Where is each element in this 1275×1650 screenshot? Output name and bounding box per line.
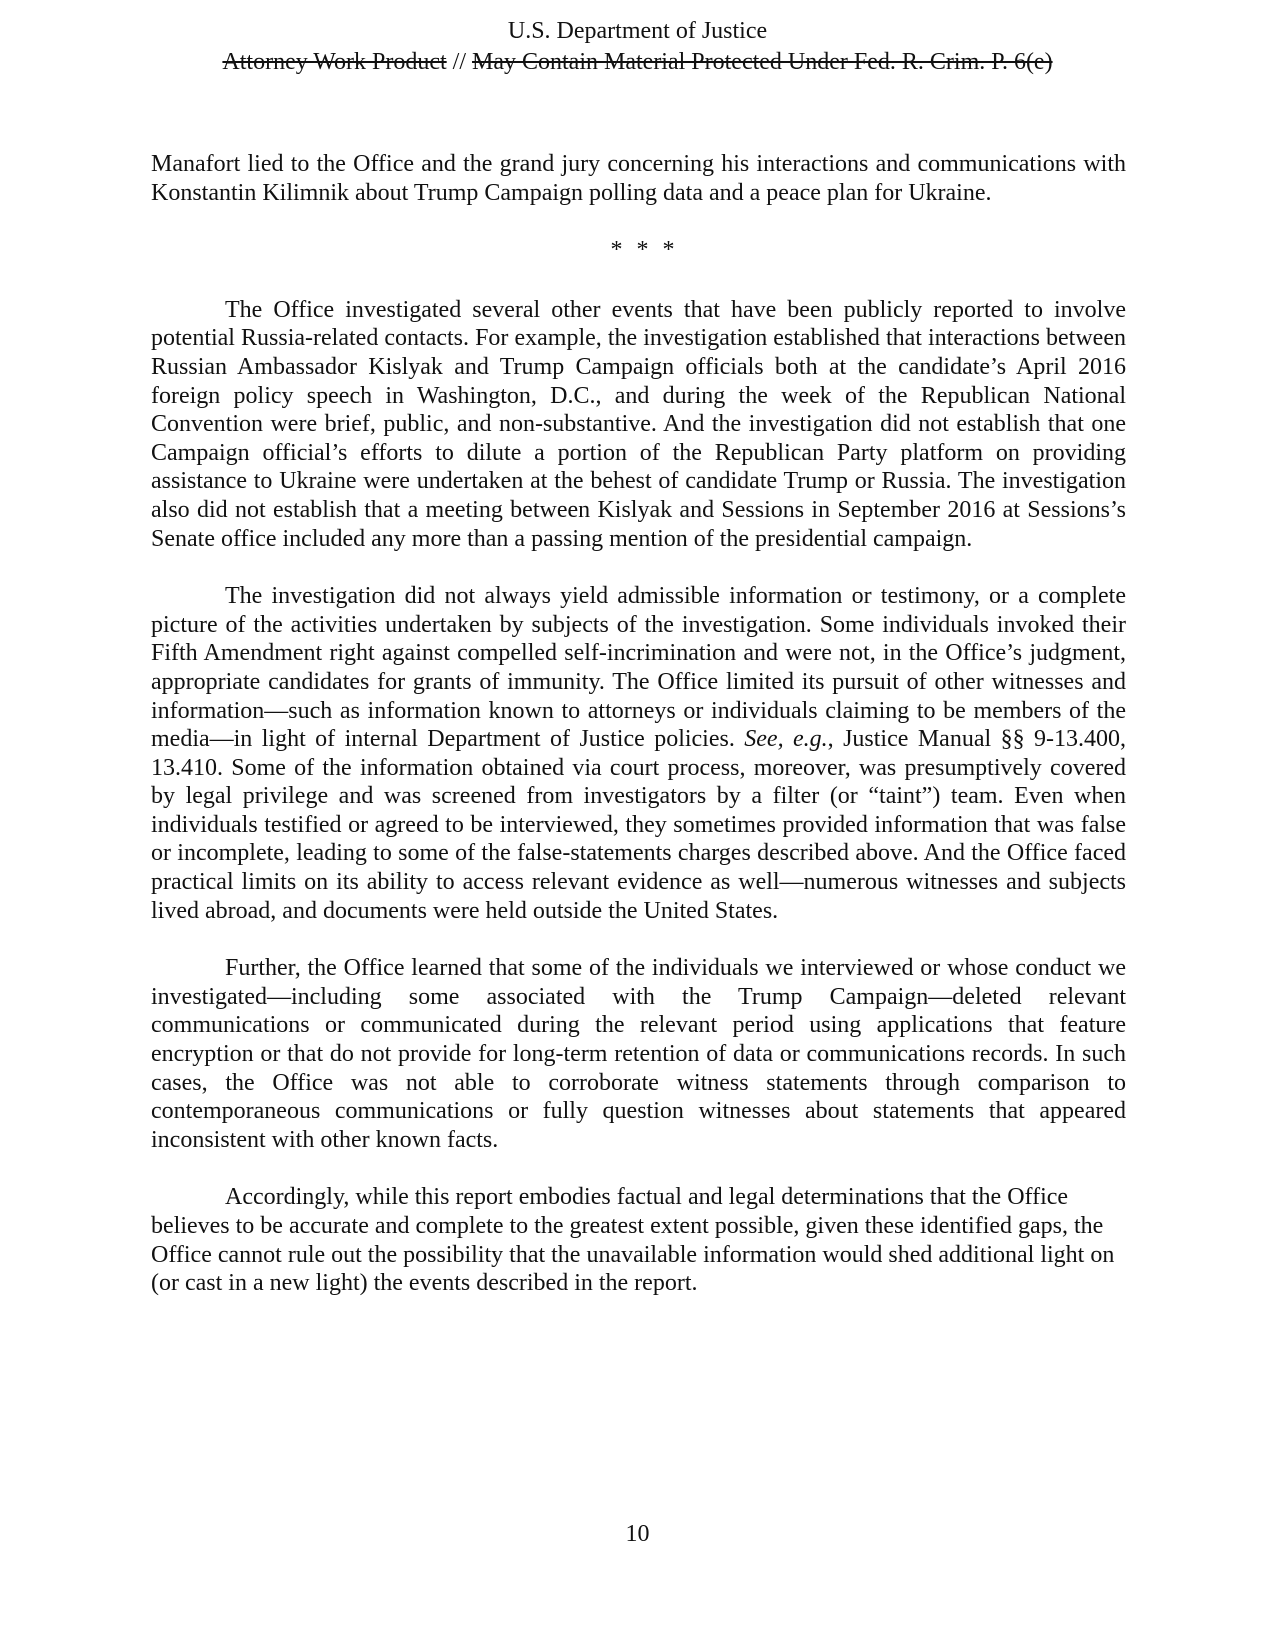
marking-grand-jury: May Contain Material Protected Under Fed. R. Crim. P. 6(e) [472,49,1053,75]
department-name: U.S. Department of Justice [507,18,768,44]
paragraph-text: The investigation did not always yield admissible information or testimony, or a complete picture of the activities undertaken by subjects of the investigation. Some individuals invoked their Fifth Amendment right against compelled self-incrimination and were not, in the Office’s judgment, appropriate candidates for grants of immunity. The Office limited its pursuit of other witnesses and information—such as information known to attorneys or individuals claiming to be members of the media—in light of internal Department of Justice policies. [151,583,1126,753]
paragraph-deleted-communications: Further, the Office learned that some of the individuals we interviewed or whose conduct we investigated—including some associated with the Trump Campaign—deleted relevant communications or communicated during the relevant period using applications that feature encryption or that do not provide for long-term retention of data or communications records. In such cases, the Office was not able to corroborate witness statements through comparison to contemporaneous communications or fully question witnesses about statements that appeared inconsistent with other known facts. [151,955,1126,1153]
page-header [0,16,1275,78]
marking-work-product: Attorney Work Product [222,49,447,75]
classification-marking [0,47,1275,78]
marking-separator: // [446,49,473,75]
paragraph-conclusion: Accordingly, while this report embodies factual and legal determinations that the Office believes to be accurate and complete to the greatest extent possible, given these identified gaps, the Office cannot rule out the possibility that the unavailable information would shed additional light on (or cast in a new light) the events described in the report. [151,1184,1115,1297]
paragraph-intro: Manafort lied to the Office and the grand jury concerning his interactions and communications with Konstantin Kilimnik about Trump Campaign polling data and a peace plan for Ukraine. [151,151,1126,206]
document-body [151,150,1126,1327]
section-separator: * * * [610,237,679,264]
paragraph-text: , Justice Manual §§ 9-13.400, 13.410. Some of the information obtained via court process, moreover, was presumptively covered by legal privilege and was screened from investigators by a filter (or “taint”) team. Even when individuals testified or agreed to be interviewed, they sometimes provided information that was false or incomplete, leading to some of the false-statements charges described above. And the Office faced practical limits on its ability to access relevant evidence as well—numerous witnesses and subjects lived abroad, and documents were held outside the United States. [151,726,1126,924]
paragraph-investigation-limits [151,582,1126,925]
page-number: 10 [625,1521,650,1547]
citation-signal: See, e.g. [744,726,828,753]
paragraph-other-events: The Office investigated several other events that have been publicly reported to involve potential Russia-related contacts. For example, the investigation established that interactions between Russian Ambassador Kislyak and Trump Campaign officials both at the candidate’s April 2016 foreign policy speech in Washington, D.C., and during the week of the Republican National Convention were brief, public, and non-substantive. And the investigation did not establish that one Campaign official’s efforts to dilute a portion of the Republican Party platform on providing assistance to Ukraine were undertaken at the behest of candidate Trump or Russia. The investigation also did not establish that a meeting between Kislyak and Sessions in September 2016 at Sessions’s Senate office included any more than a passing mention of the presidential campaign. [151,296,1126,552]
